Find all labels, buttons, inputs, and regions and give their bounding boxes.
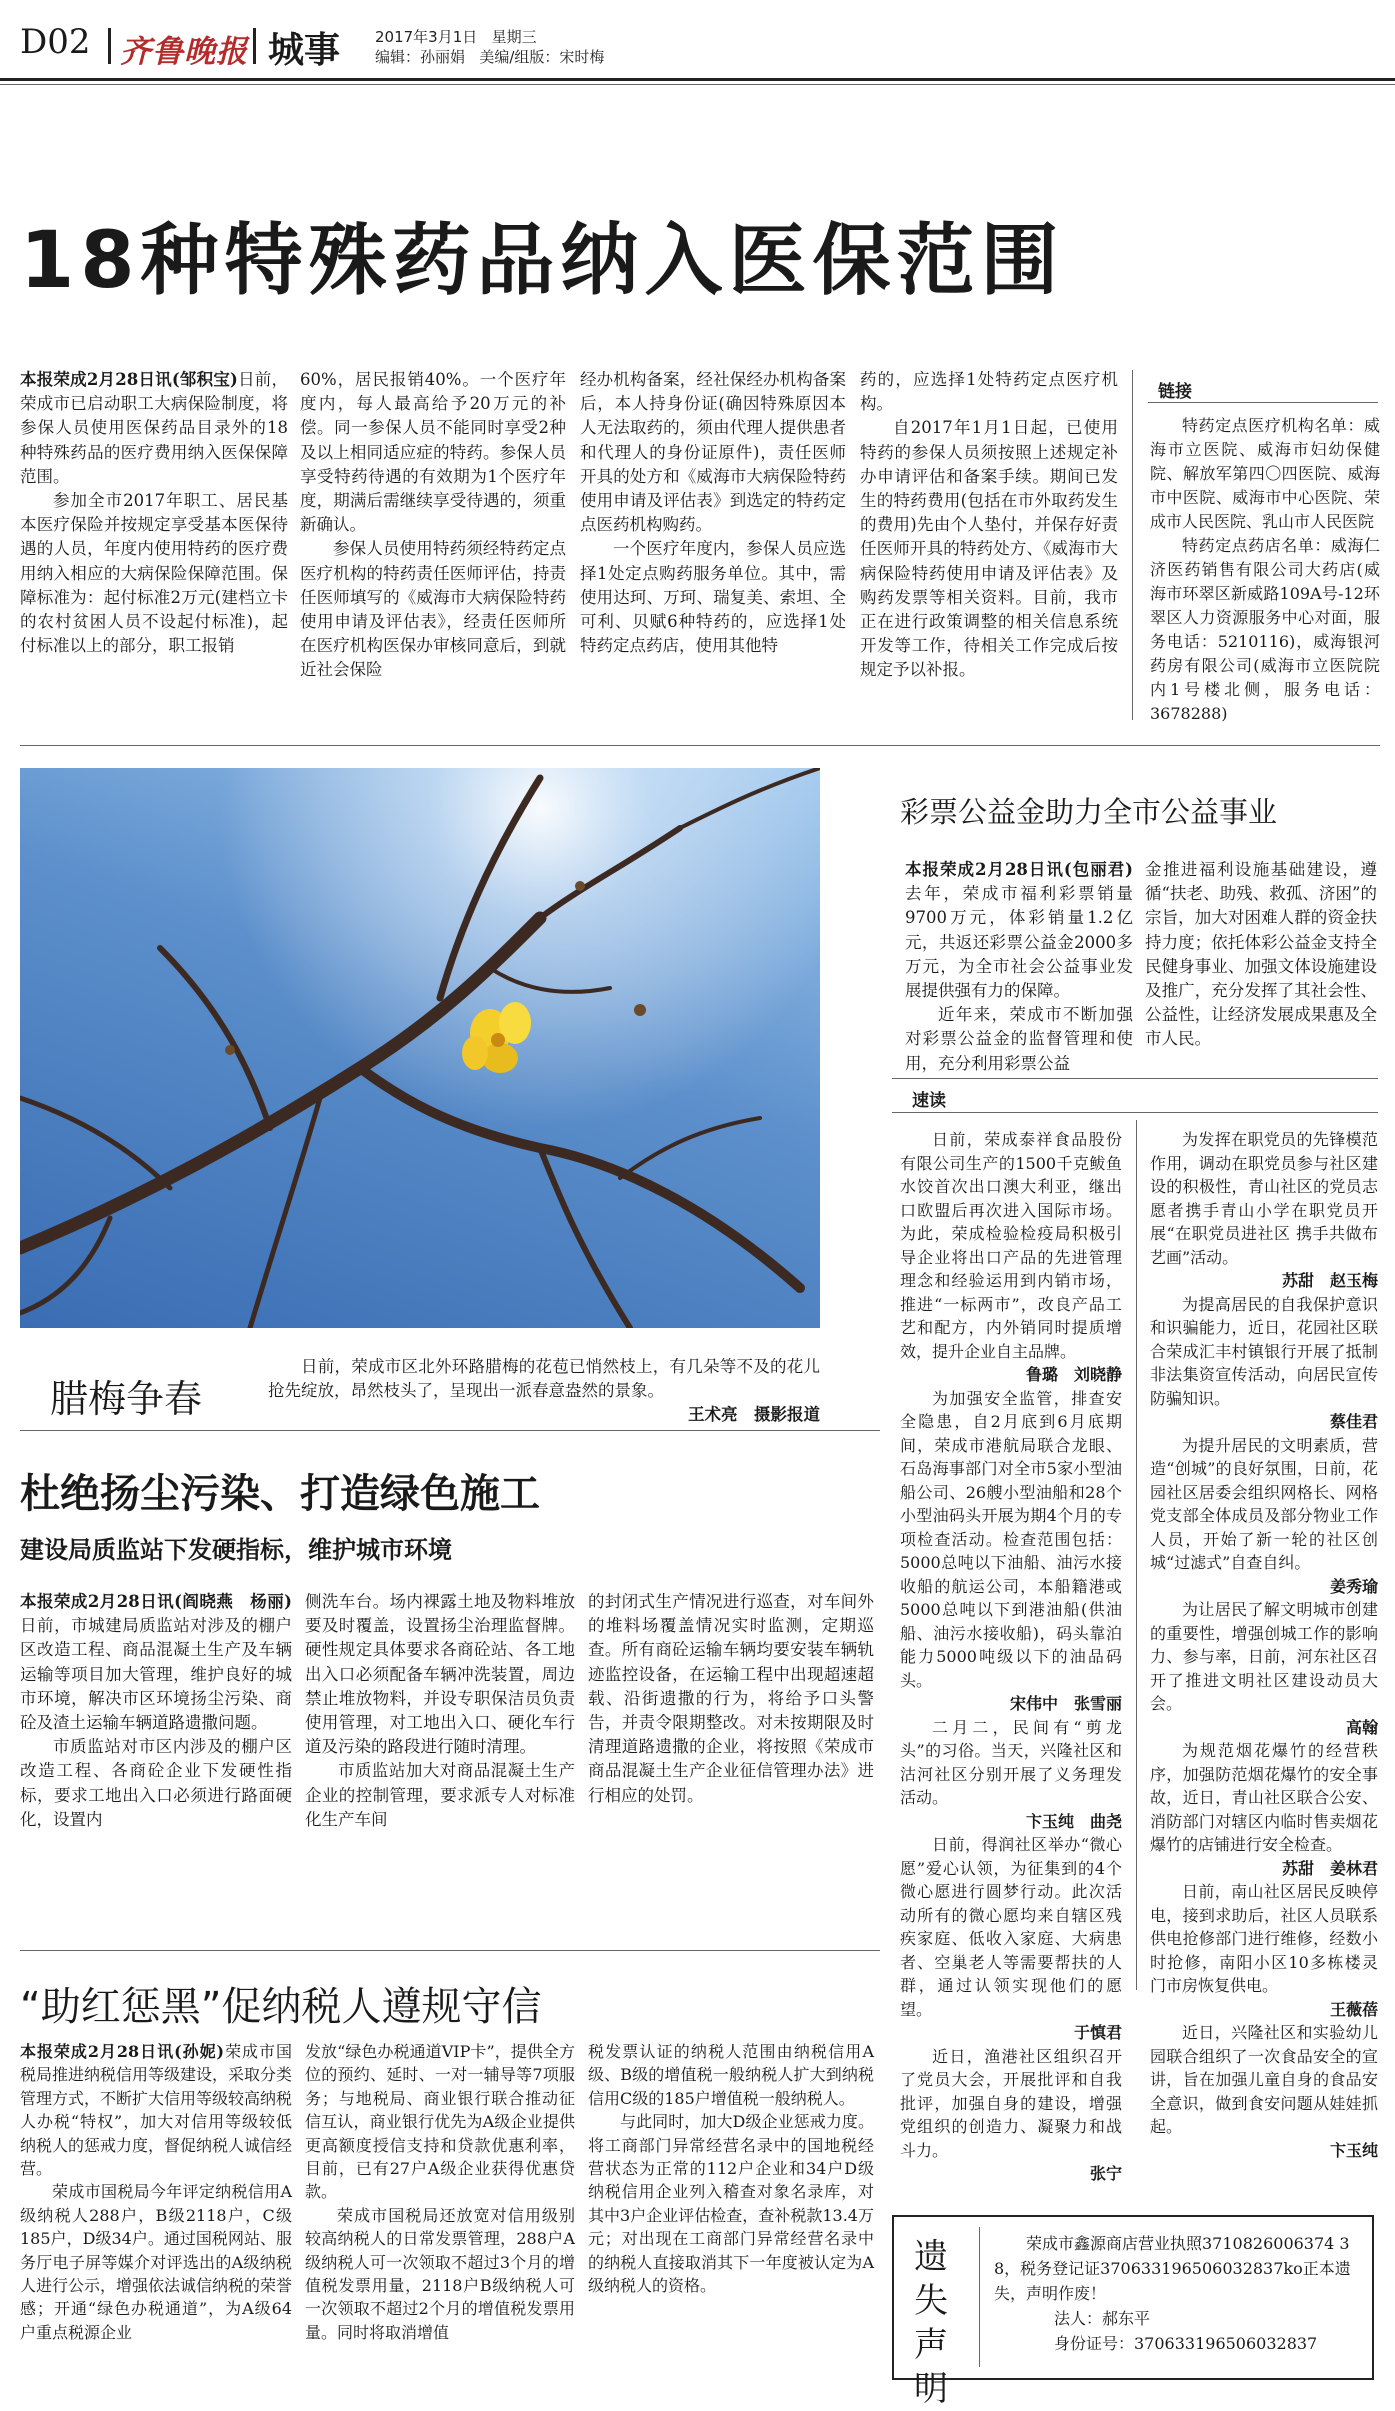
brief-title: 速读 [912,1091,946,1111]
byline: 于慎君 [1073,2023,1122,2042]
page-number: D02 [20,22,91,62]
byline: 高翰 [1345,1717,1378,1737]
paragraph: 税发票认证的纳税人范围由纳税信用A级、B级的增值税一般纳税人扩大到纳税信用C级的185户增值税一般纳税人。 [588,2042,874,2108]
main-headline: 18种特殊药品纳入医保范围 [20,216,1065,306]
brief-item: 为加强安全监管，排查安全隐患，自2月底到6月底期间，荣成市港航局联合龙眼、石岛海事部门对全市5家小型油船公司、26艘小型油船和28个小型油码头开展为期4个月的专项检查活动。检查范围包括：5000总吨以下油船、油污水接收船的航运公司，本船籍港或5000总吨以下到港油船(供油船、油污水接收船)，码头靠泊能力5000吨级以下的油品码头。 [900,1388,1122,1690]
paragraph: 荣成市国税局推进纳税信用等级建设，采取分类管理方式，不断扩大信用等级较高纳税人办税“特权”，加大对信用等级较低纳税人的惩戒力度，督促纳税人诚信经营。 [20,2042,293,2179]
masthead-rule [0,78,1395,81]
brief-item: 近日，渔港社区组织召开了党员大会，开展批评和自我批评，加强自身的建设，增强党组织的创造力、凝聚力和战斗力。 [900,2046,1122,2160]
lost-notice-box [892,2215,1374,2409]
brief-item: 为提升居民的文明素质，营造“创城”的良好氛围，日前，花园社区居委会组织网格长、网格党支部全体成员及部分物业工作人员，开始了新一轮的社区创城“过滤式”自查自纠。 [1150,1435,1378,1572]
photo-caption [268,1355,820,1427]
byline: 卞玉纯 [1329,2140,1378,2160]
branch-illustration [20,768,820,1328]
brief-item: 日前，荣成泰祥食品股份有限公司生产的1500千克鲅鱼水饺首次出口澳大利亚，继出口欧盟后再次进入国际市场。为此，荣成检验检疫局积极引导企业将出口产品的先进管理理念和经验运用到内销市场，推进“一标两市”，改良产品工艺和配方，内外销同时提质增效，提升企业自主品牌。 [900,1130,1122,1361]
byline: 鲁璐 刘晓静 [1025,1365,1122,1384]
dust-subhead: 建设局质监站下发硬指标，维护城市环境 [20,1536,452,1564]
issue-date: 2017年3月1日 [375,28,478,46]
tax-col-3 [588,2040,874,2297]
paper-logo [108,28,111,64]
notice-text [994,2231,1364,2356]
photo-credit: 王术亮 摄影报道 [688,1405,820,1424]
dust-col-1 [20,1590,292,1832]
paragraph: 药的，应选择1处特药定点医疗机构。 [860,370,1118,414]
byline: 卞玉纯 曲尧 [1025,1811,1122,1831]
brief-item: 日前，得润社区举办“微心愿”爱心认领，为征集到的4个微心愿进行圆梦行动。此次活动所有的微心愿均来自辖区残疾家庭、低收入家庭、大病患者、空巢老人等需要帮扶的人群，通过认领实现他们的愿望。 [900,1835,1122,2019]
byline: 苏甜 赵玉梅 [1281,1271,1378,1290]
paragraph: 荣成市国税局今年评定纳税信用A级纳税人288户，B级2118户，C级185户，D级34户。通过国税网站、服务厅电子屏等媒介对评选出的A级纳税人进行公示，增强依法诚信纳税的荣誉感；开通“绿色办税通道”，为A级64户重点税源企业 [20,2182,293,2342]
byline: 蔡佳君 [1329,1412,1378,1431]
dateline: 本报荣成2月28日讯(邹积宝) [20,370,238,389]
paragraph: 近年来，荣成市不断加强对彩票公益金的监督管理和使用，充分利用彩票公益 [905,1005,1133,1073]
link-box-title: 链接 [1158,382,1192,402]
paragraph: 市质监站加大对商品混凝土生产企业的控制管理，要求派专人对标准化生产车间 [305,1761,575,1829]
paragraph: 荣成市国税局还放宽对信用级别较高纳税人的日常发票管理，288户A级纳税人可一次领取不超过3个月的增值税发票用量，2118户B级纳税人可一次领取不超过2个月的增值税发票用量。同时将取消增值 [305,2205,575,2342]
main-col-3 [580,368,846,658]
dust-col-3 [588,1590,874,1808]
tax-headline: “助红惩黑”促纳税人遵规守信 [20,1984,542,2030]
editor: 编辑：孙丽娟 [375,48,466,66]
tax-col-2 [305,2040,575,2344]
byline: 宋伟中 张雪丽 [1009,1694,1122,1713]
paragraph: 特药定点医疗机构名单：威海市立医院、威海市妇幼保健院、解放军第四〇四医院、威海市中医院、威海市中心医院、荣成市人民医院、乳山市人民医院 [1150,416,1380,531]
byline: 姜秀瑜 [1329,1576,1378,1596]
notice-line: 荣成市鑫源商店营业执照3710826006374 38，税务登记证370633196506032837ko正本遗失，声明作废！ [994,2234,1351,2303]
byline: 王薇蓓 [1329,1999,1378,2019]
dust-headline: 杜绝扬尘污染、打造绿色施工 [20,1471,540,1517]
notice-label: 遗失声明 [914,2237,948,2409]
paragraph: 日前，市城建局质监站对涉及的棚户区改造工程、商品混凝土生产及车辆运输等项目加大管理，维护良好的城市环境，解决市区环境扬尘污染、商砼及渣土运输车辆道路遗撒问题。 [20,1616,292,1733]
paragraph: 与此同时，加大D级企业惩戒力度。将工商部门异常经营名录中的国地税经营状态为正常的112户企业和34户D级纳税信用企业列入稽查对象名录库，对其中3户企业评估检查，查补税款13.4万元；对出现在工商部门异常经营名录中的纳税人直接取消其下一年度被认定为A级纳税人的资格。 [588,2112,874,2296]
paragraph: 日前，荣成市已启动职工大病保险制度，将参保人员使用医保药品目录外的18种特殊药品的医疗费用纳入医保保障范围。 [20,370,289,486]
wintersweet-photo [20,768,820,1328]
brief-item: 近日，兴隆社区和实验幼儿园联合组织了一次食品安全的宣讲，旨在加强儿童自身的食品安全意识，做到食安问题从娃娃抓起。 [1150,2023,1378,2136]
paragraph: 市质监站对市区内涉及的棚户区改造工程、各商砼企业下发硬性指标，要求工地出入口必须进行路面硬化，设置内 [20,1737,292,1829]
brief-item: 二月二，民间有“剪龙头”的习俗。当天，兴隆社区和沽河社区分别开展了义务理发活动。 [900,1717,1122,1807]
paragraph: 特药定点药店名单：威海仁济医药销售有限公司大药店(威海市环翠区新威路109A号-12环翠区人力资源服务中心对面，服务电话：5210116)，威海银河药房有限公司(威海市立医院院内1号楼北侧，服务电话：3678288) [1150,536,1380,723]
lottery-col-1 [905,858,1133,1076]
paragraph: 一个医疗年度内，参保人员应选择1处定点购药服务单位。其中，需使用达珂、万珂、瑞复美、索坦、全可利、贝赋6种特药的，应选择1处特药定点药店，使用其他特 [580,539,846,656]
brief-item: 为规范烟花爆竹的经营秩序，加强防范烟花爆竹的安全事故，近日，青山社区联合公安、消防部门对辖区内临时售卖烟花爆竹的店铺进行安全检查。 [1150,1741,1378,1854]
byline: 张宁 [1089,2164,1122,2183]
dateline: 本报荣成2月28日讯(孙妮) [20,2042,225,2061]
brief-item: 为发挥在职党员的先锋模范作用，调动在职党员参与社区建设的积极性，青山社区的党员志愿者携手青山小学在职党员开展“在职党员进社区 携手共做布艺画”活动。 [1150,1130,1378,1267]
brief-item: 为让居民了解文明城市创建的重要性，增强创城工作的影响力、参与率，日前，河东社区召开了推进文明社区建设动员大会。 [1150,1600,1378,1713]
dateline: 本报荣成2月28日讯(包丽君) [905,860,1133,879]
masthead-meta [375,27,604,67]
paper-name: 齐鲁晚报 [120,34,248,70]
paragraph: 的封闭式生产情况进行巡查，对车间外的堆料场覆盖情况实时监测，定期巡查。所有商砼运输车辆均要安装车辆轨迹监控设备，在运输工程中出现超速超载、沿街遗撒的行为，将给予口头警告，并责令限期整改。对未按期限及时清理道路遗撒的企业，将按照《荣成市商品混凝土生产企业征信管理办法》进行相应的处罚。 [588,1592,874,1805]
brief-item: 日前，南山社区居民反映停电，接到求助后，社区人员联系供电抢修部门进行维修，经数小时抢修，南阳小区10多栋楼灵门市房恢复供电。 [1150,1882,1378,1995]
caption-text: 日前，荣成市区北外环路腊梅的花苞已悄然枝上，有几朵等不及的花儿抢先绽放，昂然枝头了，呈现出一派春意盎然的景象。 [268,1357,820,1400]
paragraph: 60%，居民报销40%。一个医疗年度内，每人最高给予20万元的补偿。同一参保人员不能同时享受2种及以上相同适应症的特药。参保人员享受特药待遇的有效期为1个医疗年度，期满后需继续享受待遇的，须重新确认。 [300,370,566,535]
paragraph: 经办机构备案，经社保经办机构备案后，本人持身份证(确因特殊原因本人无法取药的，须由代理人提供患者和代理人的身份证原件)，责任医师开具的处方和《威海市大病保险特药使用申请及评估表》到选定的特药定点医药机构购药。 [580,370,846,535]
photo-title: 腊梅争春 [50,1377,203,1421]
issue-weekday: 星期三 [491,28,537,46]
tax-col-1 [20,2040,292,2344]
lottery-headline: 彩票公益金助力全市公益事业 [900,795,1278,829]
dust-col-2 [305,1590,575,1832]
paragraph: 侧洗车台。场内裸露土地及物料堆放要及时覆盖，设置扬尘治理监督牌。硬性规定具体要求各商砼站、各工地出入口必须配备车辆冲洗装置，周边禁止堆放物料，并设专职保洁员负责使用管理，对工地出入口、硬化车行道及污染的路段进行随时清理。 [305,1592,575,1757]
paragraph: 发放“绿色办税通道VIP卡”，提供全方位的预约、延时、一对一辅导等7项服务；与地税局、商业银行联合推动征信互认，商业银行优先为A级企业提供更高额度授信支持和贷款优惠利率，目前，已有27户A级企业获得优惠贷款。 [305,2042,575,2202]
designer: 美编/组版：宋时梅 [479,48,605,66]
link-box [1150,414,1380,726]
byline: 苏甜 姜林君 [1281,1858,1378,1878]
brief-col-2 [1150,1128,1378,2162]
dateline: 本报荣成2月28日讯(阎晓燕 杨丽) [20,1592,292,1611]
main-col-4 [860,368,1118,683]
paragraph: 金推进福利设施基础建设，遵循“扶老、助残、救孤、济困”的宗旨，加大对困难人群的资金扶持力度；依托体彩公益金支持全民健身事业、加强文体设施建设及推广，充分发挥了其社会性、公益性，让经济发展成果惠及全市人民。 [1145,860,1377,1049]
brief-col-1 [900,1128,1122,2186]
lottery-col-2 [1145,858,1377,1052]
main-col-1 [20,368,288,658]
divider [253,28,256,64]
paragraph: 参保人员使用特药须经特药定点医疗机构的特药责任医师评估，持责任医师填写的《威海市大病保险特药使用申请及评估表》，经责任医师所在医疗机构医保办审核同意后，到就近社会保险 [300,539,566,680]
main-col-2 [300,368,566,683]
paragraph: 参加全市2017年职工、居民基本医疗保险并按规定享受基本医保待遇的人员，年度内使用特药的医疗费用纳入相应的大病保险保障范围。保障标准为：起付标准2万元(建档立卡的农村贫困人员不设起付标准)，起付标准以上的部分，职工报销 [20,491,288,656]
paragraph: 自2017年1月1日起，已使用特药的参保人员须按照上述规定补办申请评估和备案手续。期间已发生的特药费用(包括在市外取药发生的费用)先由个人垫付，并保存好责任医师开具的特药处方、《威海市大病保险特药使用申请及评估表》及购药发票等相关资料。目前，我市正在进行政策调整的相关信息系统开发等工作，待相关工作完成后按规定予以补报。 [860,418,1118,680]
notice-line: 法人：郝东平 [1054,2309,1151,2328]
paragraph: 去年，荣成市福利彩票销量9700万元，体彩销量1.2亿元，共返还彩票公益金2000多万元，为全市社会公益事业发展提供强有力的保障。 [905,884,1133,1001]
brief-item: 为提高居民的自我保护意识和识骗能力，近日，花园社区联合荣成汇丰村镇银行开展了抵制非法集资宣传活动，向居民宣传防骗知识。 [1150,1294,1378,1408]
section-title: 城事 [268,30,341,71]
notice-line: 身份证号：370633196506032837 [1054,2334,1318,2353]
